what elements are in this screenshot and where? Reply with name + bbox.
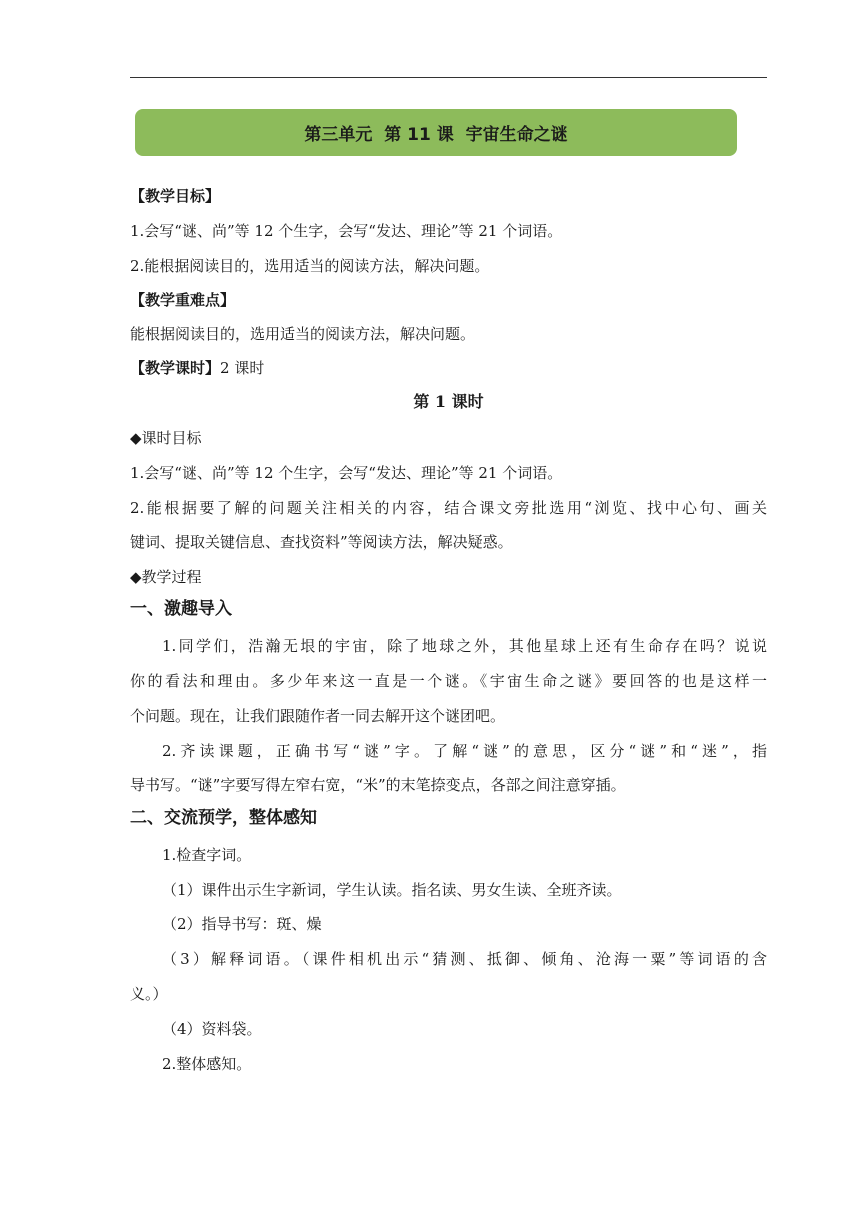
step-1-d: （4）资料袋。 (162, 1020, 262, 1038)
lesson-title: 第 1 课时 (413, 392, 484, 411)
lesson-title-banner (135, 109, 737, 156)
lesson-goal-2-line2: 键词、提取关键信息、查找资料”等阅读方法，解决疑惑。 (130, 533, 513, 551)
p2-line2: 导书写。“谜”字要写得左窄右宽，“米”的末笔捺变点，各部之间注意穿插。 (130, 776, 626, 794)
heading-1: 一、激趣导入 (130, 599, 232, 619)
lesson-goal-1: 1.会写“谜、尚”等 12 个生字，会写“发达、理论”等 21 个词语。 (130, 464, 563, 482)
step-1-b: （2）指导书写：斑、燥 (162, 915, 322, 933)
step-1-c-line1: （3）解释词语。（课件相机出示“猜测、抵御、倾角、沧海一粟”等词语的含 (162, 950, 767, 968)
process-label: ◆教学过程 (130, 568, 202, 586)
banner-title: 第三单元 第 11 课 宇宙生命之谜 (304, 125, 568, 145)
section-hours (130, 358, 770, 378)
p2-line1: 2.齐读课题，正确书写“谜”字。了解“谜”的意思，区分“谜”和“迷”，指 (162, 742, 767, 760)
p1-line3: 个问题。现在，让我们跟随作者一同去解开这个谜团吧。 (130, 707, 506, 725)
heading-2: 二、交流预学，整体感知 (130, 808, 317, 828)
lesson-goal-2-line1: 2.能根据要了解的问题关注相关的内容，结合课文旁批选用“浏览、找中心句、画关 (130, 499, 767, 517)
key-point: 能根据阅读目的，选用适当的阅读方法，解决问题。 (130, 325, 476, 343)
lesson-goals-label: ◆课时目标 (130, 429, 202, 447)
step-1-a: （1）课件出示生字新词，学生认读。指名读、男女生读、全班齐读。 (162, 881, 622, 899)
header-rule (130, 77, 767, 78)
p1-line1: 1.同学们，浩瀚无垠的宇宙，除了地球之外，其他星球上还有生命存在吗？说说 (162, 637, 767, 655)
step-1-c-line2: 义。） (130, 985, 168, 1003)
section-hours-label: 【教学课时】 (130, 359, 221, 377)
section-teaching-goals: 【教学目标】 (130, 187, 221, 205)
goal-2: 2.能根据阅读目的，选用适当的阅读方法，解决问题。 (130, 257, 490, 275)
section-hours-value: 2 课时 (220, 359, 265, 377)
step-1: 1.检查字词。 (162, 846, 252, 864)
section-key-points: 【教学重难点】 (130, 291, 236, 309)
step-2: 2.整体感知。 (162, 1055, 252, 1073)
goal-1: 1.会写“谜、尚”等 12 个生字，会写“发达、理论”等 21 个词语。 (130, 222, 563, 240)
p1-line2: 你的看法和理由。多少年来这一直是一个谜。《宇宙生命之谜》要回答的也是这样一 (130, 672, 767, 690)
